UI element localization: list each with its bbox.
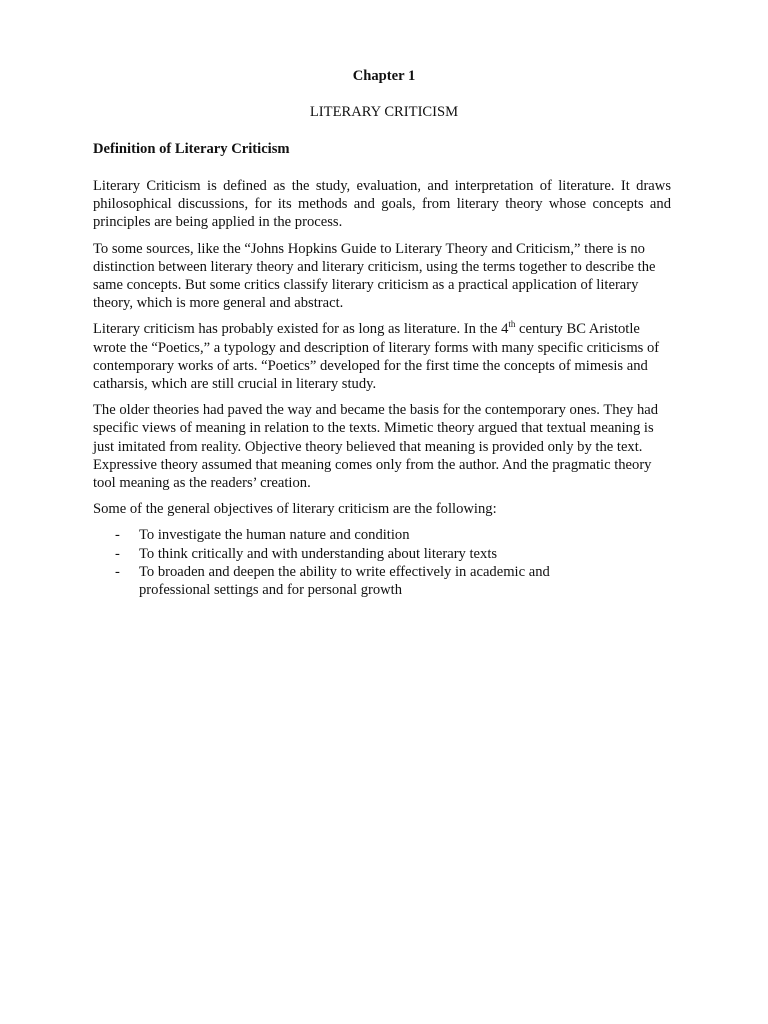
history-text-start: Literary criticism has probably existed for as long as literature. In the 4 (93, 321, 509, 338)
list-item (93, 526, 579, 544)
paragraph-theories: The older theories had paved the way and became the basis for the contemporary ones. They had specific views of meaning in relation to the texts. Mimetic theory argued that textual meaning is just imitated from reality. Objective theory believed that meaning is provided only by the text. Expressive theory assumed that meaning comes only from the author. And the pragmatic theory tool meaning as the readers’ creation. (93, 402, 659, 492)
chapter-title: LITERARY CRITICISM (309, 104, 459, 120)
list-item (93, 563, 579, 599)
list-dash: - (115, 563, 120, 580)
section-heading: Definition of Literary Criticism (93, 141, 290, 157)
list-dash: - (115, 527, 120, 544)
list-dash: - (115, 545, 120, 562)
paragraph-definition: Literary Criticism is defined as the study, evaluation, and interpretation of literature. It draws philosophical discussions, for its methods and goals, from literary theory whose concepts and principles are being applied in the process. (93, 178, 671, 231)
paragraph-history (93, 320, 671, 393)
paragraph-sources: To some sources, like the “Johns Hopkins Guide to Literary Theory and Criticism,” there is no distinction between literary theory and literary criticism, using the terms together to describe the same concepts. But some critics classify literary criticism as a practical application of literary theory, which is more general and abstract. (93, 240, 656, 312)
list-item-text: To broaden and deepen the ability to write effectively in academic and professional settings and for personal growth (139, 563, 550, 599)
history-text-end: century BC Aristotle wrote the “Poetics,” a typology and description of literary forms with many specific criticisms of contemporary works of arts. “Poetics” developed for the first time the concepts of mimesis and catharsis, which are still crucial in literary study. (93, 321, 660, 393)
list-item (93, 545, 579, 563)
objectives-list (93, 526, 671, 599)
list-item-text: To think critically and with understanding about literary texts (139, 545, 498, 562)
list-item-text: To investigate the human nature and condition (139, 527, 410, 544)
chapter-label: Chapter 1 (352, 68, 416, 84)
ordinal-suffix: th (508, 319, 516, 330)
body-text (93, 177, 671, 599)
paragraph-objectives-intro: Some of the general objectives of literary criticism are the following: (93, 501, 497, 518)
